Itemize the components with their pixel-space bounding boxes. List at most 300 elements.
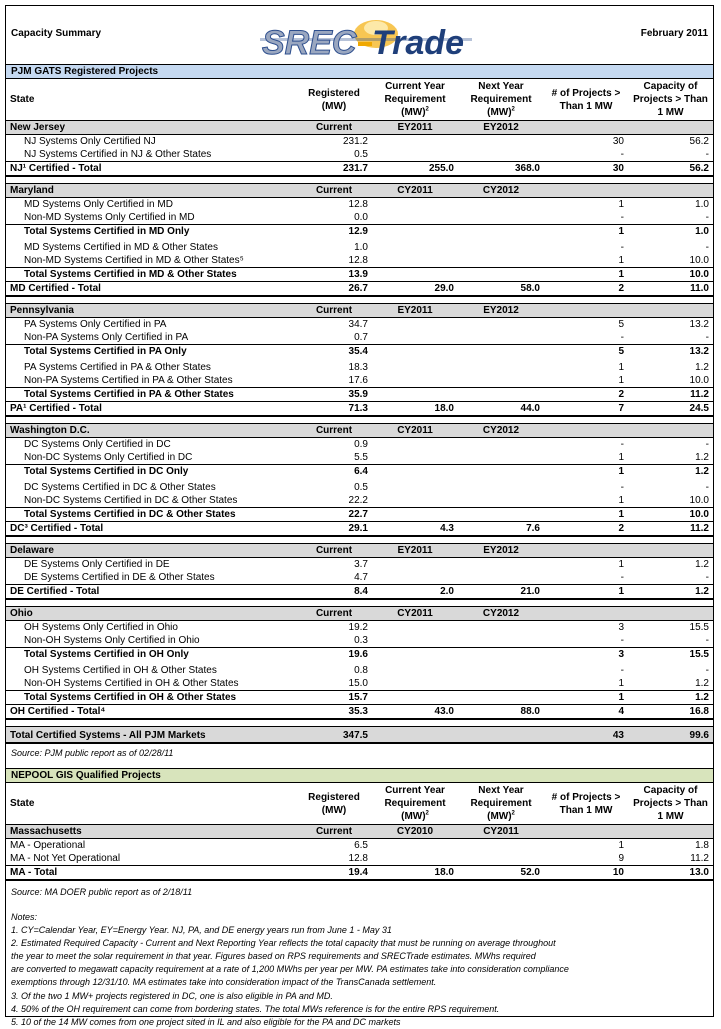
- empty-cell: [628, 544, 713, 558]
- capacity-value: -: [705, 242, 709, 253]
- note-line: the year to meet the solar requirement in that year. Figures based on RPS requirements and SRECTrade estimates. MWhs required: [11, 951, 536, 962]
- current-year-label: CY2011: [372, 424, 458, 438]
- col-registered: Registered (MW): [308, 87, 360, 112]
- current-year-value: [372, 648, 458, 662]
- registered-value: 18.3: [348, 362, 368, 373]
- capacity-value: -: [705, 332, 709, 343]
- next-year-value: [458, 661, 544, 677]
- next-year-label: CY2012: [458, 607, 544, 621]
- projects-value: -: [620, 439, 624, 450]
- registered-value: 34.7: [348, 319, 368, 330]
- capacity-value: 1.2: [695, 452, 709, 463]
- subtotal-row: [6, 268, 713, 282]
- projects-value: 1: [618, 452, 624, 463]
- next-year-label: CY2012: [458, 184, 544, 198]
- table-row: [6, 571, 713, 585]
- current-year-value: [372, 634, 458, 648]
- state-name: Pennsylvania: [6, 304, 296, 318]
- row-label: MD Systems Only Certified in MD: [24, 199, 173, 210]
- state-group-header: [6, 424, 713, 438]
- projects-value: 1: [544, 585, 628, 600]
- capacity-value: 1.2: [628, 691, 713, 705]
- projects-value: 1: [544, 465, 628, 479]
- capacity-value: 11.2: [690, 853, 709, 864]
- capacity-value: 56.2: [689, 136, 709, 147]
- subtotal-row: [6, 691, 713, 705]
- capacity-value: 10.0: [689, 375, 709, 386]
- registered-value: 231.7: [296, 162, 372, 177]
- next-year-label: EY2012: [458, 304, 544, 318]
- registered-value: 4.7: [354, 572, 368, 583]
- projects-value: 1: [618, 495, 624, 506]
- next-year-label: CY2011: [458, 825, 544, 839]
- projects-value: 1: [618, 375, 624, 386]
- current-year-value: [372, 558, 458, 572]
- capacity-value: 1.2: [628, 465, 713, 479]
- row-label: NJ¹ Certified - Total: [6, 162, 296, 177]
- next-year-value: [458, 494, 544, 508]
- row-label: Total Systems Certified in OH & Other States: [6, 691, 296, 705]
- projects-value: 2: [544, 282, 628, 297]
- registered-value: 35.9: [296, 388, 372, 402]
- projects-value: 2: [544, 522, 628, 537]
- current-year-value: 29.0: [372, 282, 458, 297]
- empty-cell: [544, 304, 628, 318]
- table-row: [6, 451, 713, 465]
- projects-value: -: [620, 665, 624, 676]
- projects-value: 1: [618, 559, 624, 570]
- next-year-label: CY2012: [458, 424, 544, 438]
- report-date: February 2011: [640, 28, 708, 39]
- next-year-value: [458, 839, 544, 853]
- projects-value: 1: [618, 678, 624, 689]
- row-label: NJ Systems Certified in NJ & Other States: [24, 149, 212, 160]
- current-year-value: [372, 268, 458, 282]
- projects-value: 1: [544, 268, 628, 282]
- registered-value: 19.2: [348, 622, 368, 633]
- current-year-value: 43.0: [372, 705, 458, 720]
- col-capacity: Capacity of Projects > Than 1 MW: [633, 81, 708, 118]
- row-label: Non-DC Systems Certified in DC & Other States: [24, 495, 238, 506]
- projects-value: 1: [544, 691, 628, 705]
- current-year-value: [372, 238, 458, 254]
- registered-value: 17.6: [348, 375, 368, 386]
- svg-text:Trade: Trade: [372, 24, 464, 62]
- pjm-source: Source: PJM public report as of 02/28/11: [11, 748, 174, 758]
- projects-value: -: [620, 149, 624, 160]
- row-label: Non-MD Systems Certified in MD & Other States⁵: [24, 255, 244, 266]
- spacer-row: [6, 176, 713, 184]
- registered-value: 12.8: [348, 853, 368, 864]
- registered-value: 35.4: [296, 345, 372, 359]
- current-year-value: [372, 148, 458, 162]
- registered-value: 0.7: [354, 332, 368, 343]
- table-row: [6, 839, 713, 853]
- col-next-req: Next Year Requirement (MW)$^2$: [470, 81, 532, 118]
- row-label: DC Systems Certified in DC & Other States: [24, 482, 216, 493]
- registered-value: 71.3: [296, 402, 372, 417]
- projects-value: 1: [618, 255, 624, 266]
- next-year-value: [458, 571, 544, 585]
- table-row: [6, 478, 713, 494]
- registered-header: Current: [296, 607, 372, 621]
- table-row: [6, 621, 713, 635]
- current-year-value: [372, 254, 458, 268]
- row-label: PA¹ Certified - Total: [6, 402, 296, 417]
- registered-value: 15.0: [348, 678, 368, 689]
- row-label: DC Systems Only Certified in DC: [24, 439, 171, 450]
- state-name: Delaware: [6, 544, 296, 558]
- registered-value: 12.9: [296, 225, 372, 239]
- registered-value: 35.3: [296, 705, 372, 720]
- capacity-value: 56.2: [628, 162, 713, 177]
- capacity-value: 1.2: [628, 585, 713, 600]
- projects-value: 7: [544, 402, 628, 417]
- projects-value: 5: [544, 345, 628, 359]
- capacity-value: 16.8: [628, 705, 713, 720]
- col-current-req: Current Year Requirement (MW)$^2$: [384, 785, 446, 822]
- registered-value: 6.4: [296, 465, 372, 479]
- grand-total-capacity: 99.6: [628, 727, 713, 744]
- next-year-value: 52.0: [458, 866, 544, 881]
- registered-value: 6.5: [354, 840, 368, 851]
- table-row: [6, 135, 713, 149]
- current-year-value: [372, 388, 458, 402]
- row-label: Non-PA Systems Only Certified in PA: [24, 332, 189, 343]
- row-label: Total Systems Certified in PA Only: [6, 345, 296, 359]
- note-line: exemptions through 12/31/10. MA estimates take into consideration impact of the TransCanada settlement.: [11, 977, 437, 988]
- col-state: State: [10, 798, 35, 809]
- projects-value: -: [620, 242, 624, 253]
- current-year-value: 18.0: [372, 866, 458, 881]
- current-year-value: [372, 438, 458, 452]
- current-year-value: [372, 198, 458, 212]
- next-year-value: [458, 451, 544, 465]
- empty-cell: [544, 121, 628, 135]
- next-year-value: [458, 135, 544, 149]
- current-year-label: EY2011: [372, 121, 458, 135]
- capacity-value: -: [705, 439, 709, 450]
- empty-cell: [544, 607, 628, 621]
- registered-value: 0.9: [354, 439, 368, 450]
- row-label: DE Systems Certified in DE & Other States: [24, 572, 215, 583]
- col-current-req: Current Year Requirement (MW)$^2$: [384, 81, 446, 118]
- table-row: [6, 358, 713, 374]
- projects-value: 4: [544, 705, 628, 720]
- ma-rows: [6, 825, 713, 881]
- pjm-rows: [6, 121, 713, 720]
- subtotal-row: [6, 345, 713, 359]
- current-year-label: EY2011: [372, 304, 458, 318]
- registered-value: 0.5: [354, 149, 368, 160]
- row-label: DE Systems Only Certified in DE: [24, 559, 170, 570]
- state-total-row: [6, 705, 713, 720]
- next-year-value: [458, 691, 544, 705]
- registered-header: Current: [296, 184, 372, 198]
- capacity-value: 15.5: [628, 648, 713, 662]
- state-name: New Jersey: [6, 121, 296, 135]
- table-row: [6, 677, 713, 691]
- capacity-value: -: [705, 149, 709, 160]
- projects-value: -: [620, 635, 624, 646]
- next-year-value: [458, 225, 544, 239]
- state-name: Massachusetts: [6, 825, 296, 839]
- state-total-row: [6, 585, 713, 600]
- capacity-value: 1.2: [695, 559, 709, 570]
- projects-value: 5: [618, 319, 624, 330]
- capacity-value: 11.2: [628, 388, 713, 402]
- grand-total-projects: 43: [544, 727, 628, 744]
- table-row: [6, 374, 713, 388]
- row-label: Total Systems Certified in MD Only: [6, 225, 296, 239]
- row-label: PA Systems Certified in PA & Other States: [24, 362, 211, 373]
- current-year-value: [372, 621, 458, 635]
- col-registered: Registered (MW): [308, 791, 360, 816]
- registered-value: 22.7: [296, 508, 372, 522]
- empty-cell: [628, 304, 713, 318]
- pjm-grand-total-row: [6, 727, 713, 744]
- table-row: [6, 254, 713, 268]
- row-label: Total Systems Certified in PA & Other States: [6, 388, 296, 402]
- current-year-value: [372, 571, 458, 585]
- capacity-value: -: [705, 212, 709, 223]
- state-total-row: [6, 402, 713, 417]
- registered-value: 15.7: [296, 691, 372, 705]
- capacity-value: 11.0: [628, 282, 713, 297]
- next-year-value: [458, 438, 544, 452]
- capacity-value: -: [705, 572, 709, 583]
- next-year-value: [458, 634, 544, 648]
- note-line: 4. 50% of the OH requirement can come from bordering states. The total MWs reference is for the entire RPS requirement.: [11, 1003, 500, 1014]
- note-line: 2. Estimated Required Capacity - Current and Next Reporting Year reflects the total capacity that must be running on average throughout: [11, 938, 556, 949]
- next-year-value: [458, 254, 544, 268]
- capacity-value: 10.0: [628, 508, 713, 522]
- row-label: Non-OH Systems Only Certified in Ohio: [24, 635, 200, 646]
- col-capacity: Capacity of Projects > Than 1 MW: [633, 785, 708, 822]
- row-label: Total Systems Certified in DC & Other States: [6, 508, 296, 522]
- report-header: [6, 6, 713, 64]
- registered-value: 13.9: [296, 268, 372, 282]
- next-year-value: [458, 508, 544, 522]
- nepool-column-header: [6, 783, 713, 825]
- registered-value: 12.8: [348, 255, 368, 266]
- next-year-value: [458, 148, 544, 162]
- projects-value: 9: [618, 853, 624, 864]
- capacity-value: 11.2: [628, 522, 713, 537]
- current-year-value: [372, 211, 458, 225]
- projects-value: 10: [544, 866, 628, 881]
- current-year-value: [372, 465, 458, 479]
- row-label: MD Certified - Total: [6, 282, 296, 297]
- projects-value: 3: [618, 622, 624, 633]
- next-year-value: [458, 198, 544, 212]
- next-year-value: 7.6: [458, 522, 544, 537]
- current-year-value: [372, 331, 458, 345]
- next-year-value: [458, 478, 544, 494]
- empty-cell: [544, 825, 628, 839]
- row-label: NJ Systems Only Certified NJ: [24, 136, 156, 147]
- srectrade-logo: [258, 14, 474, 62]
- svg-text:SREC: SREC: [262, 24, 357, 62]
- state-group-header: [6, 544, 713, 558]
- registered-value: 12.8: [348, 199, 368, 210]
- col-state: State: [10, 94, 35, 105]
- subtotal-row: [6, 465, 713, 479]
- registered-header: Current: [296, 121, 372, 135]
- next-year-value: [458, 465, 544, 479]
- note-line: 5. 10 of the 14 MW comes from one project sited in IL and also eligible for the PA and DC markets: [11, 1016, 401, 1027]
- empty-cell: [628, 424, 713, 438]
- note-line: are converted to megawatt capacity requirement at a rate of 1,200 MWhs per year per MW. PA estimates take into consideration compliance: [11, 964, 569, 975]
- state-total-row: [6, 282, 713, 297]
- pjm-column-header: [6, 79, 713, 121]
- capacity-value: 24.5: [628, 402, 713, 417]
- registered-value: 1.0: [354, 242, 368, 253]
- empty-cell: [628, 825, 713, 839]
- next-year-value: [458, 211, 544, 225]
- registered-value: 0.0: [354, 212, 368, 223]
- empty-cell: [544, 544, 628, 558]
- nepool-source: Source: MA DOER public report as of 2/18/11: [11, 887, 193, 897]
- state-name: Maryland: [6, 184, 296, 198]
- col-next-req: Next Year Requirement (MW)$^2$: [470, 785, 532, 822]
- projects-value: -: [620, 572, 624, 583]
- table-row: [6, 494, 713, 508]
- current-year-value: 4.3: [372, 522, 458, 537]
- row-label: MA - Operational: [10, 840, 86, 851]
- registered-header: Current: [296, 424, 372, 438]
- table-row: [6, 438, 713, 452]
- state-total-row: [6, 866, 713, 881]
- next-year-value: [458, 331, 544, 345]
- projects-value: -: [620, 332, 624, 343]
- empty-cell: [544, 424, 628, 438]
- capacity-value: 13.0: [628, 866, 713, 881]
- capacity-value: 10.0: [628, 268, 713, 282]
- next-year-value: [458, 374, 544, 388]
- next-year-value: [458, 238, 544, 254]
- pjm-section-title: PJM GATS Registered Projects: [6, 64, 713, 79]
- table-row: [6, 238, 713, 254]
- subtotal-row: [6, 225, 713, 239]
- current-year-value: [372, 661, 458, 677]
- current-year-label: CY2010: [372, 825, 458, 839]
- projects-value: 1: [544, 508, 628, 522]
- row-label: Total Systems Certified in OH Only: [6, 648, 296, 662]
- next-year-value: 21.0: [458, 585, 544, 600]
- report-title: Capacity Summary: [11, 28, 102, 39]
- empty-cell: [628, 121, 713, 135]
- notes: [6, 911, 713, 1029]
- notes-heading: Notes:: [11, 912, 38, 922]
- registered-value: 3.7: [354, 559, 368, 570]
- table-row: [6, 331, 713, 345]
- capacity-value: 1.0: [695, 199, 709, 210]
- capacity-value: 13.2: [628, 345, 713, 359]
- empty-cell: [628, 184, 713, 198]
- state-group-header: [6, 825, 713, 839]
- grand-total-label: Total Certified Systems - All PJM Markets: [6, 727, 296, 744]
- row-label: MA - Total: [6, 866, 296, 881]
- projects-value: 1: [618, 840, 624, 851]
- next-year-value: [458, 268, 544, 282]
- state-name: Ohio: [6, 607, 296, 621]
- registered-value: 8.4: [296, 585, 372, 600]
- table-row: [6, 198, 713, 212]
- next-year-value: 88.0: [458, 705, 544, 720]
- current-year-value: [372, 318, 458, 332]
- current-year-label: CY2011: [372, 607, 458, 621]
- next-year-value: [458, 677, 544, 691]
- registered-value: 29.1: [296, 522, 372, 537]
- col-projects: # of Projects > Than 1 MW: [551, 791, 621, 816]
- current-year-value: [372, 225, 458, 239]
- registered-header: Current: [296, 825, 372, 839]
- current-year-value: [372, 358, 458, 374]
- projects-value: 30: [612, 136, 624, 147]
- row-label: Non-PA Systems Certified in PA & Other States: [24, 375, 233, 386]
- projects-value: 1: [544, 225, 628, 239]
- current-year-value: [372, 345, 458, 359]
- state-name: Washington D.C.: [6, 424, 296, 438]
- current-year-value: [372, 508, 458, 522]
- projects-value: 1: [618, 199, 624, 210]
- table-row: [6, 852, 713, 866]
- capacity-value: -: [705, 482, 709, 493]
- state-group-header: [6, 121, 713, 135]
- registered-value: 19.4: [296, 866, 372, 881]
- row-label: DC³ Certified - Total: [6, 522, 296, 537]
- next-year-label: EY2012: [458, 121, 544, 135]
- current-year-value: [372, 677, 458, 691]
- note-line: 3. Of the two 1 MW+ projects registered in DC, one is also eligible in PA and MD.: [11, 990, 333, 1001]
- state-group-header: [6, 304, 713, 318]
- next-year-value: [458, 345, 544, 359]
- state-total-row: [6, 162, 713, 177]
- current-year-value: [372, 374, 458, 388]
- current-year-value: [372, 691, 458, 705]
- current-year-value: [372, 478, 458, 494]
- table-row: [6, 661, 713, 677]
- row-label: OH Systems Only Certified in Ohio: [24, 622, 178, 633]
- row-label: Total Systems Certified in DC Only: [6, 465, 296, 479]
- capacity-value: -: [705, 665, 709, 676]
- row-label: Non-MD Systems Only Certified in MD: [24, 212, 195, 223]
- registered-value: 5.5: [354, 452, 368, 463]
- row-label: MD Systems Certified in MD & Other States: [24, 242, 218, 253]
- next-year-value: 44.0: [458, 402, 544, 417]
- capacity-value: 1.8: [695, 840, 709, 851]
- registered-header: Current: [296, 544, 372, 558]
- row-label: Total Systems Certified in MD & Other States: [6, 268, 296, 282]
- next-year-value: 368.0: [458, 162, 544, 177]
- row-label: MA - Not Yet Operational: [10, 853, 121, 864]
- row-label: DE Certified - Total: [6, 585, 296, 600]
- state-total-row: [6, 522, 713, 537]
- registered-value: 22.2: [348, 495, 368, 506]
- nepool-table: [6, 783, 713, 881]
- empty-cell: [628, 607, 713, 621]
- table-row: [6, 558, 713, 572]
- registered-value: 231.2: [342, 136, 368, 147]
- current-year-value: [372, 135, 458, 149]
- current-year-value: 18.0: [372, 402, 458, 417]
- subtotal-row: [6, 508, 713, 522]
- registered-header: Current: [296, 304, 372, 318]
- registered-value: 0.8: [354, 665, 368, 676]
- table-row: [6, 211, 713, 225]
- projects-value: 3: [544, 648, 628, 662]
